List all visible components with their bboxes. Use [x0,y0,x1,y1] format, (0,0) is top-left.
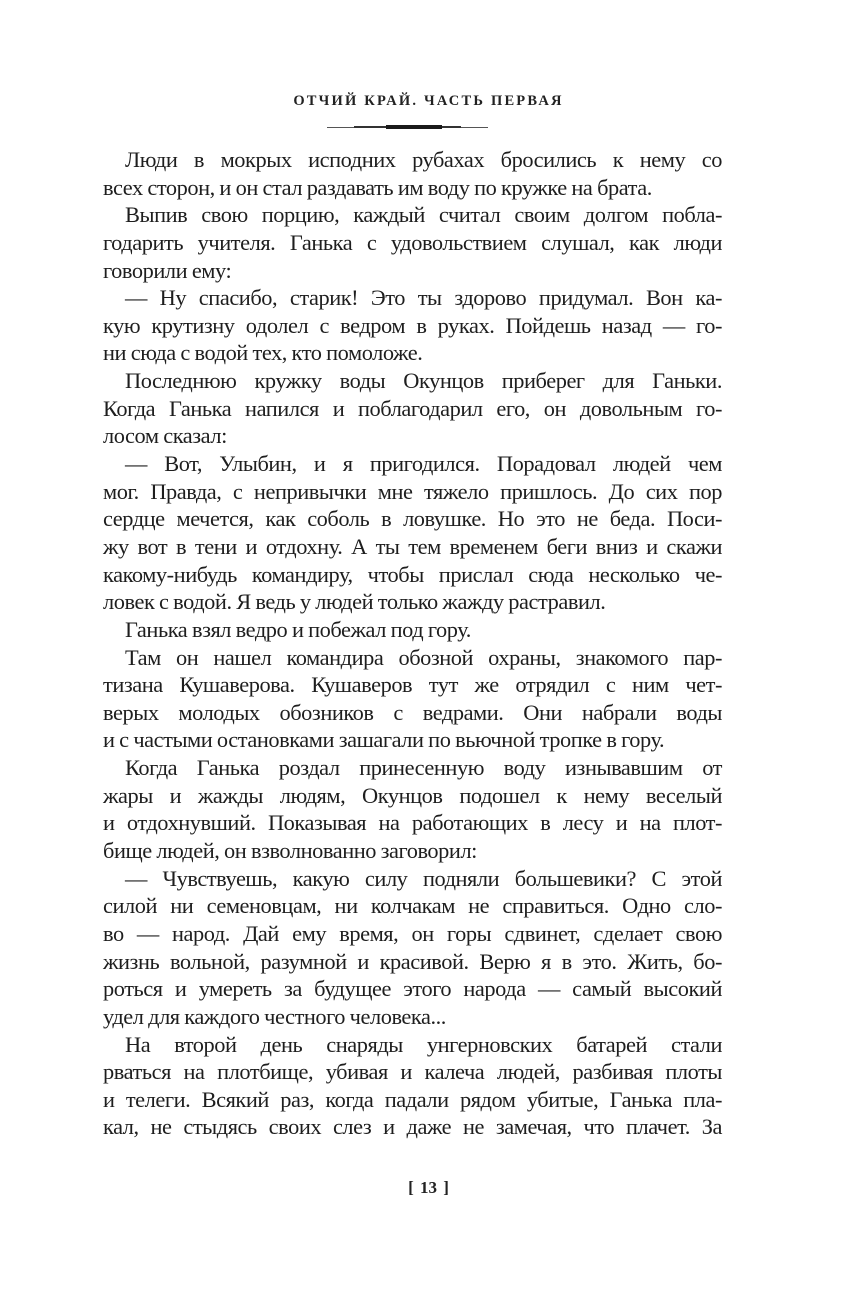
text-line: мог. Правда, с непривычки мне тяжело пришлось. До сих пор [103,478,722,504]
text-line: какому-нибудь командиру, чтобы прислал сюда несколько че- [103,561,722,587]
text-line: кую крутизну одолел с ведром в руках. Пойдешь назад — го- [103,312,722,338]
text-line: силой ни семеновцам, ни колчакам не справиться. Одно сло- [103,893,722,919]
paragraph-first-line: — Вот, Улыбин, и я пригодился. Порадовал людей чем [125,451,722,477]
text-line: говорили ему: [103,257,232,283]
paragraph-first-line: Там он нашел командира обозной охраны, знакомого пар- [125,644,722,670]
text-line: жизнь вольной, разумной и красивой. Верю я в это. Жить, бо- [103,948,722,974]
text-line: верых молодых обозников с ведрами. Они набрали воды [103,699,722,725]
paragraph-first-line: Когда Ганька роздал принесенную воду изнывавшим от [125,755,722,781]
paragraph-first-line: Последнюю кружку воды Окунцов приберег для Ганьки. [125,368,722,394]
running-head: ОТЧИЙ КРАЙ. ЧАСТЬ ПЕРВАЯ [293,93,564,109]
header-ornament-rule [327,125,488,130]
rule-thick [386,125,442,129]
paragraph-first-line: Ганька взял ведро и побежал под гору. [125,616,471,642]
text-line: жу вот в тени и отдохну. А ты тем временем беги вниз и скажи [103,533,722,559]
text-line: и телеги. Всякий раз, когда падали рядом убитые, Ганька пла- [103,1086,722,1112]
text-line: ни сюда с водой тех, кто помоложе. [103,340,423,366]
text-line: годарить учителя. Ганька с удовольствием слушал, как люди [103,229,722,255]
paragraph-first-line: — Ну спасибо, старик! Это ты здорово придумал. Вон ка- [125,285,722,311]
text-line: кал, не стыдясь своих слез и даже не замечая, что плачет. За [103,1114,722,1140]
text-line: тизана Кушаверова. Кушаверов тут же отрядил с ним чет- [103,672,722,698]
body-text [103,146,722,1141]
text-line: во — народ. Дай ему время, он горы сдвинет, сделает свою [103,920,722,946]
text-line: жары и жажды людям, Окунцов подошел к нему веселый [103,782,722,808]
text-line: бище людей, он взволнованно заговорил: [103,838,477,864]
text-line: и отдохнувший. Показывая на работающих в лесу и на плот- [103,810,722,836]
text-line: сердце мечется, как соболь в ловушке. Но это не беда. Поси- [103,506,722,532]
page-number: [ 13 ] [408,1178,449,1197]
paragraph-first-line: На второй день снаряды унгерновских батарей стали [125,1031,722,1057]
paragraph-first-line: — Чувствуешь, какую силу подняли большевики? С этой [125,865,722,891]
text-line: всех сторон, и он стал раздавать им воду по кружке на брата. [103,174,652,200]
text-line: и с частыми остановками зашагали по вьючной тропке в гору. [103,727,665,753]
text-line: рваться на плотбище, убивая и калеча людей, разбивая плоты [103,1059,722,1085]
text-line: роться и умереть за будущее этого народа — самый высокий [103,976,722,1002]
paragraph-first-line: Выпив свою порцию, каждый считал своим долгом побла- [125,202,722,228]
text-line: Когда Ганька напился и поблагодарил его, он довольным го- [103,395,722,421]
paragraph-first-line: Люди в мокрых исподних рубахах бросились к нему со [125,147,722,172]
text-line: лосом сказал: [103,423,227,449]
text-line: удел для каждого честного человека... [103,1003,446,1029]
text-line: ловек с водой. Я ведь у людей только жажду растравил. [103,589,606,615]
